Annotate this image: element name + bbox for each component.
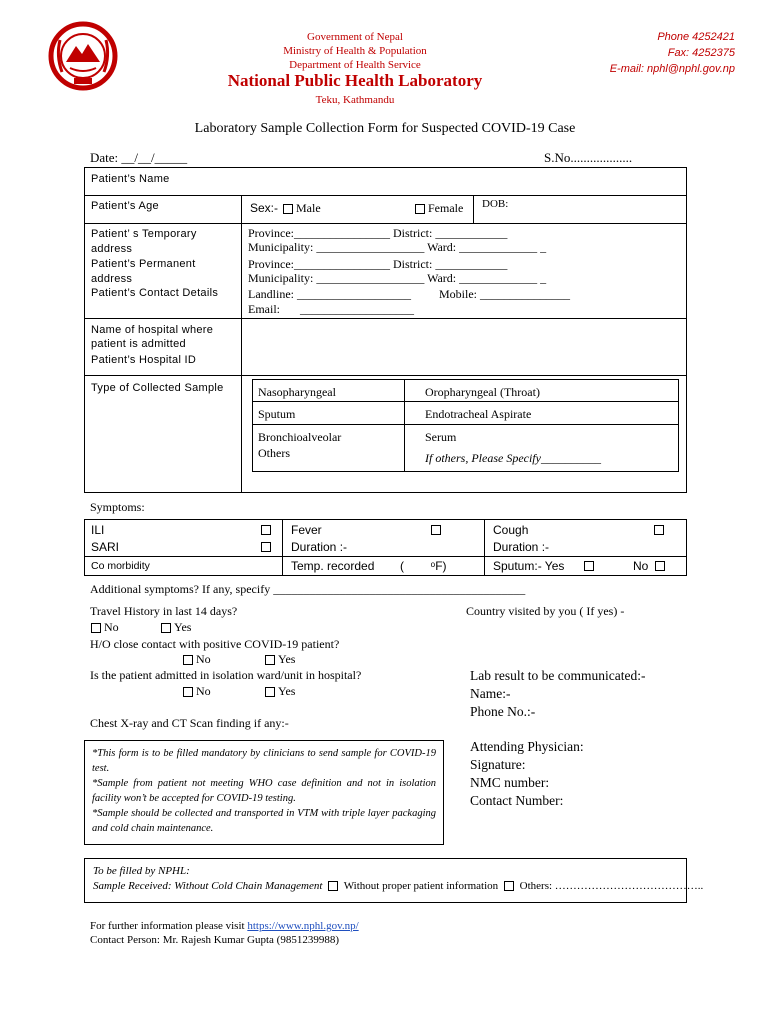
contact-question: H/O close contact with positive COVID-19 patient? (90, 637, 340, 651)
temperature-field[interactable]: ( ᵒF) (400, 559, 447, 573)
sample-nasopharyngeal[interactable]: Nasopharyngeal (252, 379, 405, 402)
nepal-emblem-icon (48, 20, 118, 92)
sample-sputum[interactable]: Sputum (252, 401, 405, 425)
contact-number-field[interactable]: Contact Number: (470, 793, 564, 808)
sputum-no-checkbox[interactable] (655, 561, 665, 571)
sample-others[interactable]: Others (258, 446, 290, 460)
lab-location: Teku, Kathmandu (315, 94, 395, 106)
isolation-no-label: No (196, 684, 211, 698)
cough-checkbox[interactable] (654, 525, 664, 535)
fax-number: Fax: 4252375 (667, 47, 735, 59)
without-info-checkbox[interactable] (504, 881, 514, 891)
ili-checkbox[interactable] (261, 525, 271, 535)
isolation-no-checkbox[interactable] (183, 687, 193, 697)
comorbidity-label: Co morbidity (91, 560, 150, 572)
temp-recorded-label: Temp. recorded (291, 559, 375, 573)
cough-label: Cough (493, 523, 529, 537)
symptoms-label: Symptoms: (90, 500, 145, 514)
form-title: Laboratory Sample Collection Form for Suspected COVID-19 Case (194, 121, 576, 136)
instruction-note-3: *Sample should be collected and transported in VTM with triple layer packaging and cold chain maintenance. (92, 808, 436, 834)
hospital-input-cell[interactable] (241, 318, 687, 376)
country-visited-field[interactable]: Country visited by you ( If yes) - (466, 604, 625, 618)
contact-yes-label: Yes (278, 652, 296, 666)
patient-name-row[interactable] (84, 167, 687, 196)
serial-number-field[interactable]: S.No................... (544, 150, 633, 165)
email-label: Email: (248, 302, 280, 316)
address-cell[interactable] (241, 223, 687, 319)
dob-label: DOB: (482, 198, 509, 210)
sputum-yes-label: Sputum:- Yes (493, 559, 565, 573)
phone-number: Phone 4252421 (657, 31, 735, 43)
travel-yes-label: Yes (174, 620, 192, 634)
additional-symptoms-field[interactable]: Additional symptoms? If any, specify __________________________________________ (90, 582, 526, 596)
without-info-label: Without proper patient information (343, 880, 499, 892)
hospital-name-label: Name of hospital where patient is admitted (91, 324, 214, 350)
nphl-website-link[interactable]: https://www.nphl.gov.np/ (247, 920, 359, 932)
perm-address-label: Patient’s Permanent address (91, 258, 196, 285)
sputum-yes-checkbox[interactable] (584, 561, 594, 571)
received-label: Sample Received: Without Cold Chain Management (93, 880, 323, 892)
female-label: Female (428, 201, 464, 215)
landline-field[interactable]: Landline: ___________________ (248, 287, 411, 301)
sample-type-cell (241, 375, 687, 493)
contact-details-label: Patient’s Contact Details (91, 287, 219, 299)
chest-xray-field[interactable]: Chest X-ray and CT Scan finding if any:- (90, 716, 289, 730)
contact-person-text: Contact Person: Mr. Rajesh Kumar Gupta (9851239988) (90, 934, 339, 946)
contact-yes-checkbox[interactable] (265, 655, 275, 665)
perm-municipality-line[interactable]: Municipality: __________________ Ward: _____________ _ (248, 271, 547, 285)
email-field[interactable]: ___________________ (300, 302, 414, 316)
isolation-yes-checkbox[interactable] (265, 687, 275, 697)
sari-checkbox[interactable] (261, 542, 271, 552)
nphl-title: To be filled by NPHL: (93, 865, 190, 877)
sex-label: Sex:- (250, 201, 279, 215)
temp-address-label: Patient’ s Temporary address (91, 228, 197, 255)
mobile-field[interactable]: Mobile: _______________ (439, 287, 570, 301)
cough-duration-field[interactable]: Duration :- (493, 540, 550, 554)
government-name: Government of Nepal (307, 31, 403, 43)
instruction-note-1: *This form is to be filled mandatory by clinicians to send sample for COVID-19 test. (92, 748, 436, 774)
sputum-no-label: No (633, 559, 649, 573)
sample-bronchioalveolar[interactable]: Bronchioalveolar Others (252, 424, 405, 472)
ministry-name: Ministry of Health & Population (283, 45, 427, 57)
isolation-question: Is the patient admitted in isolation ward/unit in hospital? (90, 668, 362, 682)
travel-no-label: No (104, 620, 119, 634)
travel-no-checkbox[interactable] (91, 623, 101, 633)
contact-no-checkbox[interactable] (183, 655, 193, 665)
ili-label: ILI (91, 523, 105, 537)
sample-serum[interactable]: Serum If others, Please Specify__________ (404, 424, 679, 472)
patient-age-label: Patient’s Age (91, 200, 159, 212)
sari-label: SARI (91, 540, 120, 554)
others-field[interactable]: Others: ………………………………….. (519, 880, 704, 892)
attending-physician-label: Attending Physician: (470, 739, 584, 754)
hospital-id-label: Patient’s Hospital ID (91, 354, 197, 366)
nphl-use-box (84, 858, 704, 903)
result-phone-field[interactable]: Phone No.:- (470, 704, 536, 719)
cold-chain-checkbox[interactable] (328, 881, 338, 891)
further-info-text: For further information please visit (90, 920, 248, 932)
department-name: Department of Health Service (289, 59, 421, 71)
sample-type-label: Type of Collected Sample (91, 382, 224, 394)
fever-label: Fever (291, 523, 322, 537)
fever-checkbox[interactable] (431, 525, 441, 535)
male-label: Male (296, 201, 321, 215)
female-checkbox[interactable] (415, 204, 425, 214)
instruction-note-2: *Sample from patient not meeting WHO case definition and not in isolation facility won’t be accepted for COVID-19 testing. (92, 778, 436, 804)
male-checkbox[interactable] (283, 204, 293, 214)
sample-endotracheal[interactable]: Endotracheal Aspirate (404, 401, 679, 425)
patient-name-label: Patient’s Name (91, 173, 170, 185)
fever-duration-field[interactable]: Duration :- (291, 540, 348, 554)
result-name-field[interactable]: Name:- (470, 686, 511, 701)
lab-name: National Public Health Laboratory (227, 71, 483, 90)
lab-result-label: Lab result to be communicated:- (470, 668, 646, 683)
temp-municipality-line[interactable]: Municipality: __________________ Ward: _____________ _ (248, 240, 547, 254)
instructions-box (84, 740, 444, 845)
perm-province-line[interactable]: Province:________________ District: ____________ (248, 257, 508, 271)
contact-no-label: No (196, 652, 211, 666)
others-specify-field[interactable]: If others, Please Specify__________ (425, 451, 601, 465)
isolation-yes-label: Yes (278, 684, 296, 698)
sample-oropharyngeal[interactable]: Oropharyngeal (Throat) (404, 379, 679, 402)
signature-field[interactable]: Signature: (470, 757, 526, 772)
date-field[interactable]: Date: __/__/_____ (90, 150, 188, 165)
temp-province-line[interactable]: Province:________________ District: ____________ (248, 226, 508, 240)
nmc-number-field[interactable]: NMC number: (470, 775, 550, 790)
email-address: E-mail: nphl@nphl.gov.np (609, 63, 735, 75)
travel-history-question: Travel History in last 14 days? (90, 604, 238, 618)
travel-yes-checkbox[interactable] (161, 623, 171, 633)
